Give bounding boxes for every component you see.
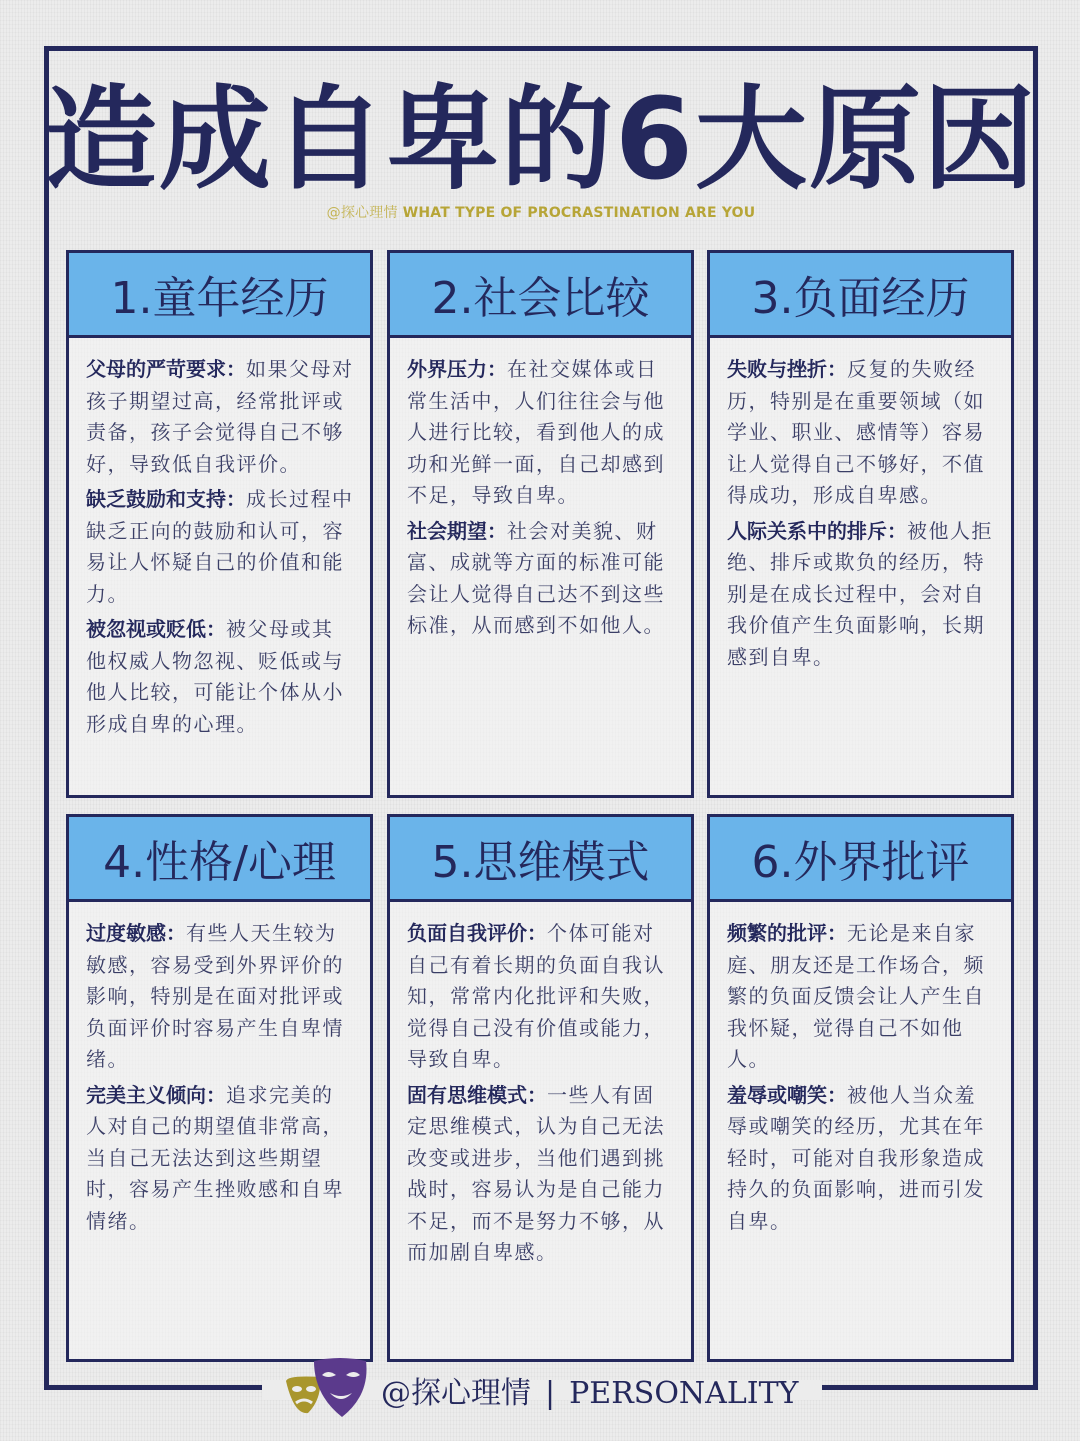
theater-masks-icon xyxy=(280,1355,375,1425)
item-term: 固有思维模式： xyxy=(407,1082,547,1107)
item-term: 过度敏感： xyxy=(86,921,186,945)
card-item xyxy=(407,1080,675,1269)
reason-card-3 xyxy=(707,250,1014,798)
card-body xyxy=(710,902,1011,1237)
card-heading: 2.社会比较 xyxy=(390,253,691,338)
reason-card-1 xyxy=(66,250,373,798)
card-item xyxy=(86,484,354,610)
item-text: 无论是来自家庭、朋友还是工作场合，频繁的负面反馈会让人产生自我怀疑，觉得自己不如他人。 xyxy=(727,921,985,1071)
card-item xyxy=(727,1080,995,1238)
item-text: 被他人当众羞辱或嘲笑的经历，尤其在年轻时，可能对自我形象造成持久的负面影响，进而引发自卑。 xyxy=(727,1082,985,1233)
card-item xyxy=(407,918,675,1076)
item-text: 被父母或其他权威人物忽视、贬低或与他人比较，可能让个体从小形成自卑的心理。 xyxy=(86,617,344,736)
item-text: 有些人天生较为敏感，容易受到外界评价的影响，特别是在面对批评或负面评价时容易产生自卑情绪。 xyxy=(86,921,344,1071)
card-heading: 6.外界批评 xyxy=(710,817,1011,902)
item-term: 频繁的批评： xyxy=(727,921,847,945)
item-text: 社会对美貌、财富、成就等方面的标准可能会让人觉得自己达不到这些标准，从而感到不如他人。 xyxy=(407,518,665,637)
card-body xyxy=(69,338,370,740)
card-item xyxy=(727,516,995,674)
card-body xyxy=(390,902,691,1269)
card-item xyxy=(727,918,995,1076)
reason-card-6 xyxy=(707,814,1014,1362)
card-item xyxy=(86,354,354,480)
footer-brand: @探心理情 xyxy=(381,1376,531,1411)
footer-label xyxy=(381,1368,798,1412)
item-term: 失败与挫折： xyxy=(727,357,847,381)
item-term: 完美主义倾向： xyxy=(86,1082,226,1107)
item-text: 如果父母对孩子期望过高，经常批评或责备，孩子会觉得自己不够好，导致低自我评价。 xyxy=(86,357,354,476)
card-heading: 4.性格/心理 xyxy=(69,817,370,902)
reason-card-2 xyxy=(387,250,694,798)
reason-card-4 xyxy=(66,814,373,1362)
card-body xyxy=(710,338,1011,673)
subtitle-text: WHAT TYPE OF PROCRASTINATION ARE YOU xyxy=(402,205,756,221)
footer xyxy=(280,1355,840,1425)
card-heading: 3.负面经历 xyxy=(710,253,1011,338)
item-text: 一些人有固定思维模式，认为自己无法改变或进步，当他们遇到挑战时，容易认为是自己能力不足，而不是努力不够，从而加剧自卑感。 xyxy=(407,1082,665,1264)
item-text: 成长过程中缺乏正向的鼓励和认可，容易让人怀疑自己的价值和能力。 xyxy=(86,487,354,606)
page-title: 造成自卑的6大原因 xyxy=(45,75,1037,205)
card-item xyxy=(407,516,675,642)
card-item xyxy=(86,614,354,740)
card-heading: 5.思维模式 xyxy=(390,817,691,902)
footer-personality: PERSONALITY xyxy=(569,1376,799,1411)
item-term: 父母的严苛要求： xyxy=(86,357,246,381)
card-item xyxy=(727,354,995,512)
item-text: 被他人拒绝、排斥或欺负的经历，特别是在成长过程中，会对自我价值产生负面影响，长期感到自卑。 xyxy=(727,518,993,669)
card-item xyxy=(86,1080,354,1238)
subtitle-brand: @探心理情 xyxy=(326,205,398,221)
card-body xyxy=(390,338,691,642)
item-term: 羞辱或嘲笑： xyxy=(727,1082,847,1107)
card-heading: 1.童年经历 xyxy=(69,253,370,338)
item-text: 个体可能对自己有着长期的负面自我认知，常常内化批评和失败，觉得自己没有价值或能力，导致自卑。 xyxy=(407,921,665,1071)
subtitle xyxy=(44,202,1038,222)
item-text: 反复的失败经历，特别是在重要领域（如学业、职业、感情等）容易让人觉得自己不够好，不值得成功，形成自卑感。 xyxy=(727,357,985,507)
card-item xyxy=(86,918,354,1076)
card-item xyxy=(407,354,675,512)
item-text: 追求完美的人对自己的期望值非常高，当自己无法达到这些期望时，容易产生挫败感和自卑情绪。 xyxy=(86,1082,344,1233)
item-term: 被忽视或贬低： xyxy=(86,617,226,641)
item-term: 人际关系中的排斥： xyxy=(727,518,907,543)
card-body xyxy=(69,902,370,1237)
item-term: 负面自我评价： xyxy=(407,921,547,945)
item-text: 在社交媒体或日常生活中，人们往往会与他人进行比较，看到他人的成功和光鲜一面，自己却感到不足，导致自卑。 xyxy=(407,357,665,507)
item-term: 外界压力： xyxy=(407,357,507,381)
footer-separator: | xyxy=(545,1376,556,1411)
reason-card-5 xyxy=(387,814,694,1362)
item-term: 缺乏鼓励和支持： xyxy=(86,487,246,511)
item-term: 社会期望： xyxy=(407,518,507,543)
